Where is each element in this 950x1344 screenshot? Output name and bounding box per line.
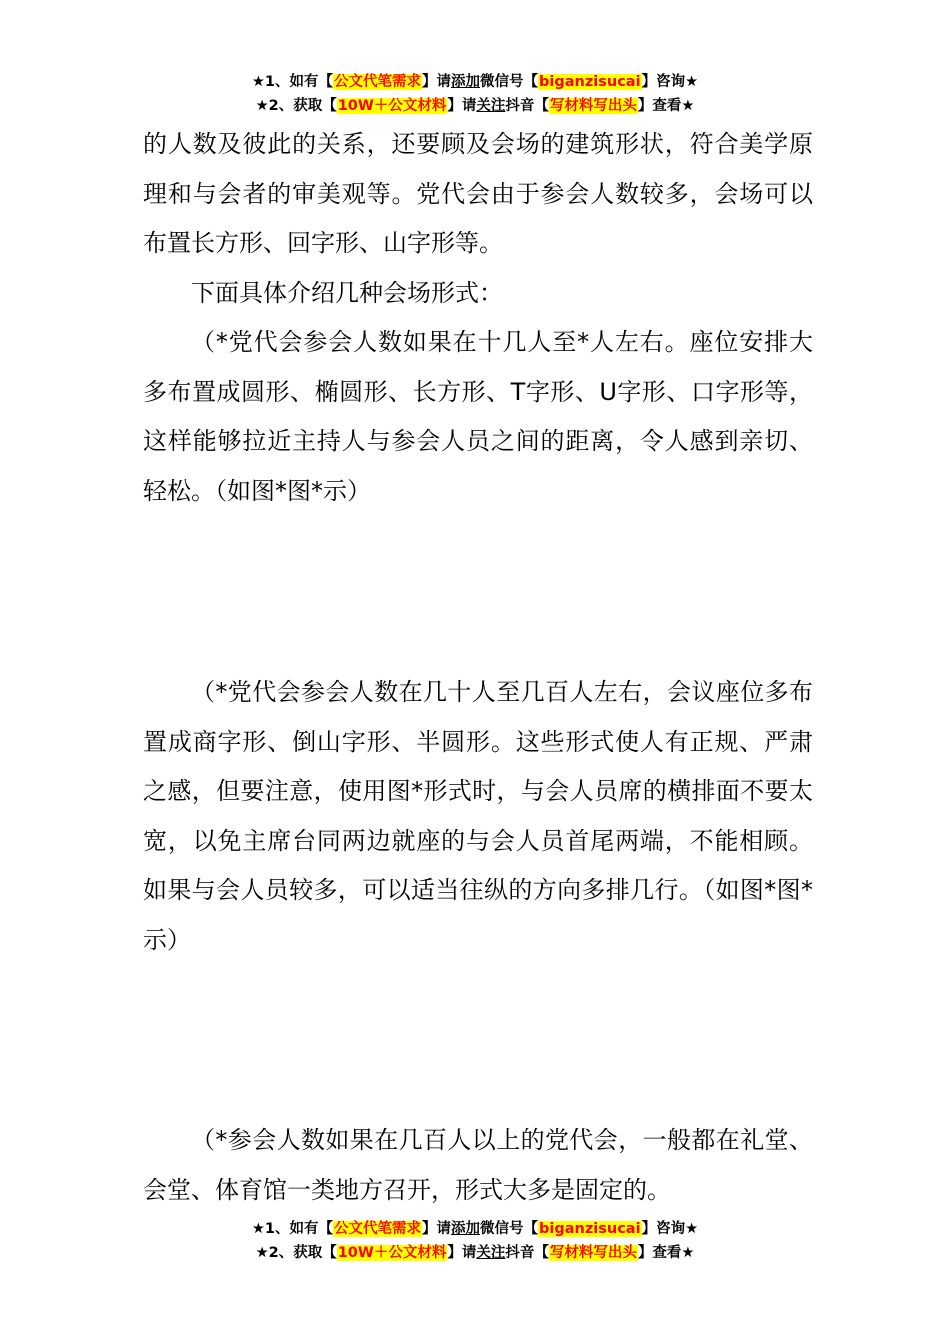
highlight-service: 公文代笔需求 <box>334 1221 422 1237</box>
highlight-douyin-account: 写材料写出头 <box>549 98 637 114</box>
body-block-1 <box>143 120 813 516</box>
underlined-text: 添加 <box>451 1221 481 1237</box>
highlight-wechat-id: biganzisucai <box>539 1221 641 1237</box>
banner-text: 】请 <box>447 1245 477 1261</box>
banner-text: ★1、如有【 <box>251 74 334 90</box>
banner-line-1 <box>0 70 950 94</box>
banner-line-2 <box>0 94 950 118</box>
paragraph-large-meeting: （*参会人数如果在几百人以上的党代会，一般都在礼堂、会堂、体育馆一类地方召开，形式大多是固定的。 <box>143 1126 813 1204</box>
highlight-service: 公文代笔需求 <box>334 74 422 90</box>
paragraph-continuation: 的人数及彼此的关系，还要顾及会场的建筑形状，符合美学原理和与会者的审美观等。党代会由于参会人数较多，会场可以布置长方形、回字形、山字形等。 <box>143 130 813 257</box>
highlight-douyin-account: 写材料写出头 <box>549 1245 637 1261</box>
banner-line-1 <box>0 1217 950 1241</box>
banner-text: 抖音【 <box>505 1245 549 1261</box>
body-block-2 <box>143 668 813 965</box>
paragraph-medium-meeting: （*党代会参会人数在几十人至几百人左右，会议座位多布置成商字形、倒山字形、半圆形。这些形式使人有正规、严肃之感，但要注意，使用图*形式时，与会人员席的横排面不要太宽，以免主席台同两边就座的与会人员首尾两端，不能相顾。如果与会人员较多，可以适当往纵的方向多排几行。（如图*图*示） <box>143 678 813 954</box>
highlight-wechat-id: biganzisucai <box>539 74 641 90</box>
footer-banner <box>0 1217 950 1265</box>
highlight-materials: 10W＋公文材料 <box>337 98 447 114</box>
banner-text: 】咨询★ <box>641 1221 699 1237</box>
banner-line-2 <box>0 1241 950 1265</box>
underlined-text: 关注 <box>476 1245 506 1261</box>
banner-text: ★1、如有【 <box>251 1221 334 1237</box>
body-block-3 <box>143 1116 813 1215</box>
banner-text: 】请 <box>422 1221 452 1237</box>
paragraph-intro: 下面具体介绍几种会场形式： <box>191 278 503 307</box>
banner-text: ★2、获取【 <box>255 98 337 114</box>
underlined-text: 添加 <box>451 74 481 90</box>
paragraph-small-meeting: （*党代会参会人数如果在十几人至*人左右。座位安排大多布置成圆形、椭圆形、长方形、T字形、U字形、口字形等，这样能够拉近主持人与参会人员之间的距离，令人感到亲切、轻松。（如图*图*示） <box>143 328 813 505</box>
banner-text: 】查看★ <box>637 1245 695 1261</box>
banner-text: ★2、获取【 <box>255 1245 337 1261</box>
highlight-materials: 10W＋公文材料 <box>337 1245 447 1261</box>
underlined-text: 关注 <box>476 98 506 114</box>
banner-text: 微信号【 <box>480 74 539 90</box>
banner-text: 】请 <box>447 98 477 114</box>
banner-text: 】请 <box>422 74 452 90</box>
banner-text: 】咨询★ <box>641 74 699 90</box>
header-banner <box>0 70 950 118</box>
banner-text: 抖音【 <box>505 98 549 114</box>
banner-text: 微信号【 <box>480 1221 539 1237</box>
banner-text: 】查看★ <box>637 98 695 114</box>
